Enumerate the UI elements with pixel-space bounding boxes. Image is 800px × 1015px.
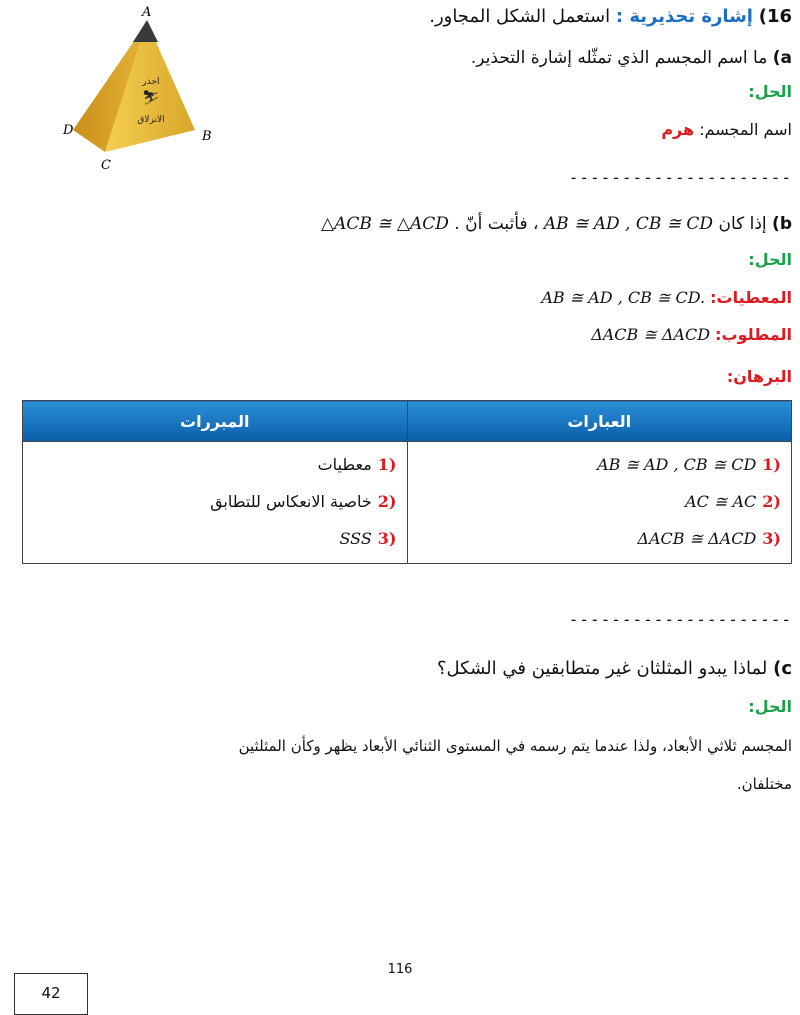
part-a-solution-label: الحل:	[748, 82, 792, 101]
part-c-letter: c)	[773, 658, 792, 679]
row-number: (3	[762, 529, 781, 548]
part-b-solution-label: الحل:	[748, 250, 792, 269]
reasons-cell	[23, 442, 408, 564]
given-line	[541, 288, 792, 307]
part-a-answer	[661, 120, 792, 139]
part-a-question	[471, 48, 792, 68]
separator-1: ---------------------	[568, 168, 792, 187]
part-b-letter: b)	[772, 214, 792, 234]
statements-cell	[407, 442, 792, 564]
part-c-text: لماذا يبدو المثلثان غير متطابقين في الشكل؟	[437, 658, 768, 679]
table-row	[418, 446, 782, 483]
row-number: (1	[377, 455, 397, 474]
page-number: 116	[387, 962, 413, 977]
part-b-given-math: AB ≅ AD , CB ≅ CD	[543, 214, 714, 234]
table-row	[418, 483, 782, 520]
part-a-letter: a)	[772, 48, 792, 68]
reason-text: خاصية الانعكاس للتطابق	[210, 492, 372, 511]
table-row	[33, 446, 397, 483]
part-c-question	[437, 658, 792, 679]
answer-value: هرم	[661, 120, 695, 139]
vertex-label-d: D	[63, 123, 74, 138]
required-line	[591, 325, 792, 344]
part-c-solution-label: الحل:	[748, 697, 792, 716]
col-header-statements: العبارات	[407, 401, 792, 442]
page-box: 42	[14, 973, 88, 1015]
vertex-label-a: A	[142, 5, 152, 20]
required-label: المطلوب:	[715, 325, 792, 344]
pyramid-tip	[133, 20, 158, 42]
row-number: (1	[762, 455, 781, 474]
part-b-prove-math: △ACB ≅ △ACD .	[321, 214, 460, 234]
slip-person-icon: ⛷	[142, 90, 160, 106]
part-b-then: ، فأثبت أنّ	[465, 214, 539, 234]
separator-2: ---------------------	[568, 610, 792, 629]
row-number: (2	[377, 492, 397, 511]
proof-table	[22, 400, 792, 564]
question-header	[429, 6, 792, 27]
col-header-reasons: المبررات	[23, 401, 408, 442]
statement-text: AB ≅ AD , CB ≅ CD	[597, 455, 757, 474]
part-b-if: إذا كان	[718, 214, 767, 234]
vertex-label-b: B	[202, 129, 212, 144]
question-instruction: استعمل الشكل المجاور.	[429, 6, 611, 27]
pyramid-figure	[55, 2, 225, 177]
table-row	[418, 520, 782, 557]
question-number: 16)	[758, 6, 792, 27]
reason-text: معطيات	[317, 455, 372, 474]
proof-table-wrapper	[22, 400, 792, 564]
table-row	[33, 520, 397, 557]
proof-label: البرهان:	[726, 367, 792, 386]
part-c-answer-line1: المجسم ثلاثي الأبعاد، ولذا عندما يتم رسمه في المستوى الثنائي الأبعاد يظهر وكأن المثلثين	[238, 737, 792, 755]
question-title: إشارة تحذيرية :	[615, 6, 753, 27]
answer-prefix: اسم المجسم:	[699, 120, 792, 139]
reason-text: SSS	[339, 529, 372, 548]
given-value: AB ≅ AD , CB ≅ CD.	[541, 288, 706, 307]
row-number: (3	[377, 529, 397, 548]
part-b-question	[321, 214, 792, 234]
given-label: المعطيات:	[710, 288, 792, 307]
sign-text-slip: الانزلاق	[137, 115, 165, 125]
part-a-text: ما اسم المجسم الذي تمثّله إشارة التحذير.	[470, 48, 768, 68]
table-row	[33, 483, 397, 520]
sign-text-caution: احذر	[142, 77, 160, 87]
row-number: (2	[762, 492, 781, 511]
required-value: ΔACB ≅ ΔACD	[591, 325, 711, 344]
part-c-answer-line2: مختلفان.	[736, 775, 792, 793]
vertex-label-c: C	[101, 158, 111, 173]
statement-text: AC ≅ AC	[685, 492, 757, 511]
statement-text: ΔACB ≅ ΔACD	[637, 529, 757, 548]
